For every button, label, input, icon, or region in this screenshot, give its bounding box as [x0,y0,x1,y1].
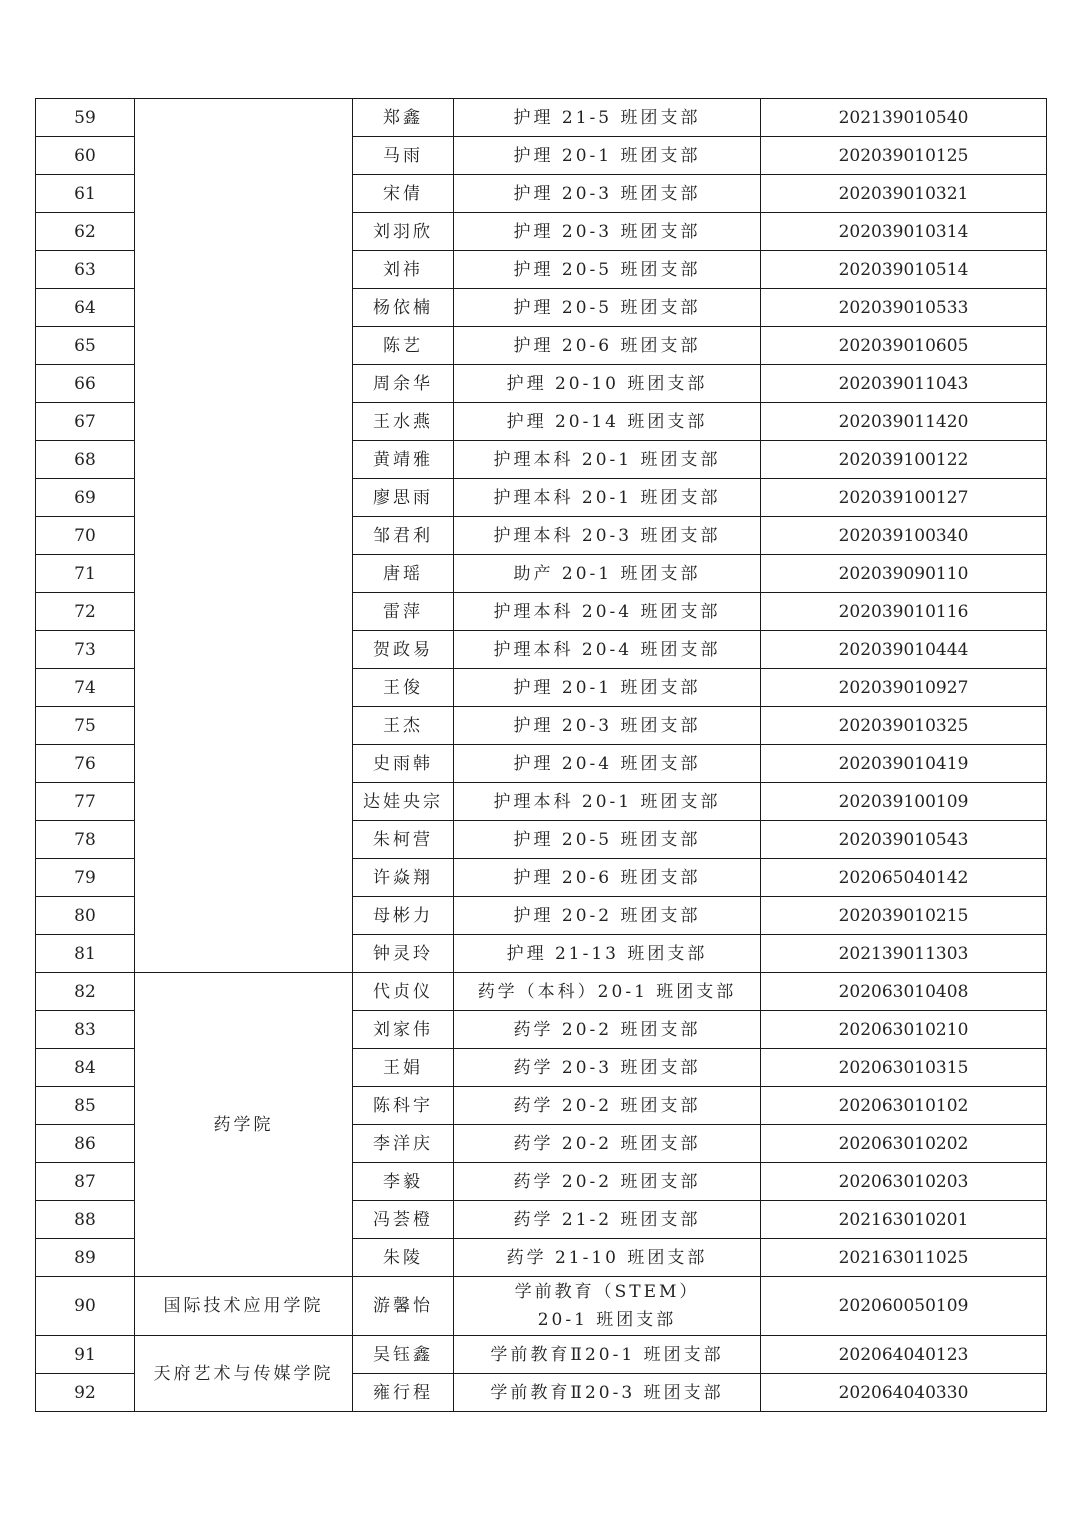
student-name: 杨依楠 [353,289,454,327]
league-branch: 药学 20-2 班团支部 [454,1011,761,1049]
student-name: 邹君利 [353,517,454,555]
row-number: 86 [36,1125,135,1163]
student-id: 202039010419 [761,745,1047,783]
student-name: 代贞仪 [353,973,454,1011]
student-name: 母彬力 [353,897,454,935]
student-id: 202039010215 [761,897,1047,935]
league-branch: 护理 20-6 班团支部 [454,859,761,897]
league-branch: 护理 20-2 班团支部 [454,897,761,935]
row-number: 85 [36,1087,135,1125]
row-number: 76 [36,745,135,783]
league-branch: 护理 20-6 班团支部 [454,327,761,365]
student-id: 202063010408 [761,973,1047,1011]
league-branch: 学前教育Ⅱ20-3 班团支部 [454,1374,761,1412]
student-id: 202039010927 [761,669,1047,707]
league-branch-line-1: 学前教育（STEM） [514,1282,700,1302]
league-branch: 药学 20-2 班团支部 [454,1163,761,1201]
college-cell: 天府艺术与传媒学院 [135,1336,353,1412]
student-id: 202039100340 [761,517,1047,555]
student-name: 陈科宇 [353,1087,454,1125]
student-id: 202039010533 [761,289,1047,327]
student-id: 202039010444 [761,631,1047,669]
league-branch: 护理本科 20-1 班团支部 [454,441,761,479]
student-name: 贺政易 [353,631,454,669]
row-number: 88 [36,1201,135,1239]
row-number: 59 [36,99,135,137]
row-number: 89 [36,1239,135,1277]
student-id: 202064040123 [761,1336,1047,1374]
student-name: 李毅 [353,1163,454,1201]
college-cell: 药学院 [135,973,353,1277]
student-id: 202063010203 [761,1163,1047,1201]
student-id: 202039100127 [761,479,1047,517]
league-branch: 药学 21-10 班团支部 [454,1239,761,1277]
table-row [36,973,1047,1011]
row-number: 75 [36,707,135,745]
row-number: 81 [36,935,135,973]
student-id: 202039100109 [761,783,1047,821]
student-id: 202065040142 [761,859,1047,897]
league-branch: 护理 20-10 班团支部 [454,365,761,403]
league-branch: 护理 20-1 班团支部 [454,669,761,707]
student-id: 202063010102 [761,1087,1047,1125]
student-id: 202039010514 [761,251,1047,289]
row-number: 66 [36,365,135,403]
league-branch: 护理本科 20-3 班团支部 [454,517,761,555]
student-name: 宋倩 [353,175,454,213]
college-cell: 国际技术应用学院 [135,1277,353,1336]
student-id: 202039010314 [761,213,1047,251]
student-id: 202039010543 [761,821,1047,859]
student-name: 马雨 [353,137,454,175]
league-branch: 护理 20-4 班团支部 [454,745,761,783]
league-branch: 护理 20-5 班团支部 [454,289,761,327]
student-name: 刘祎 [353,251,454,289]
league-branch: 药学（本科）20-1 班团支部 [454,973,761,1011]
student-id: 202039010116 [761,593,1047,631]
student-id: 202063010315 [761,1049,1047,1087]
student-name: 唐瑶 [353,555,454,593]
student-name: 朱陵 [353,1239,454,1277]
student-id: 202063010210 [761,1011,1047,1049]
row-number: 67 [36,403,135,441]
student-id: 202163010201 [761,1201,1047,1239]
student-id: 202139011303 [761,935,1047,973]
student-id: 202060050109 [761,1277,1047,1336]
row-number: 69 [36,479,135,517]
league-branch: 学前教育Ⅱ20-1 班团支部 [454,1336,761,1374]
row-number: 64 [36,289,135,327]
student-name: 雍行程 [353,1374,454,1412]
student-id: 202039010125 [761,137,1047,175]
league-branch: 护理本科 20-1 班团支部 [454,783,761,821]
league-branch: 护理 21-5 班团支部 [454,99,761,137]
student-name: 郑鑫 [353,99,454,137]
student-id: 202039010325 [761,707,1047,745]
league-branch: 护理本科 20-4 班团支部 [454,593,761,631]
row-number: 72 [36,593,135,631]
student-name: 王俊 [353,669,454,707]
roster-body [36,99,1047,1412]
league-branch: 护理 20-1 班团支部 [454,137,761,175]
row-number: 87 [36,1163,135,1201]
student-id: 202039011420 [761,403,1047,441]
student-name: 朱柯营 [353,821,454,859]
row-number: 79 [36,859,135,897]
student-name: 周余华 [353,365,454,403]
student-id: 202039100122 [761,441,1047,479]
row-number: 91 [36,1336,135,1374]
student-name: 刘羽欣 [353,213,454,251]
student-name: 雷萍 [353,593,454,631]
student-name: 许焱翔 [353,859,454,897]
row-number: 80 [36,897,135,935]
row-number: 61 [36,175,135,213]
table-row [36,1336,1047,1374]
row-number: 63 [36,251,135,289]
league-branch: 护理本科 20-1 班团支部 [454,479,761,517]
student-name: 李洋庆 [353,1125,454,1163]
league-branch: 护理 20-3 班团支部 [454,175,761,213]
student-roster-table [35,98,1047,1412]
student-id: 202039090110 [761,555,1047,593]
row-number: 74 [36,669,135,707]
student-id: 202064040330 [761,1374,1047,1412]
student-name: 王水燕 [353,403,454,441]
student-name: 廖思雨 [353,479,454,517]
student-name: 冯荟橙 [353,1201,454,1239]
row-number: 83 [36,1011,135,1049]
league-branch: 护理 21-13 班团支部 [454,935,761,973]
student-name: 黄靖雅 [353,441,454,479]
row-number: 90 [36,1277,135,1336]
college-cell [135,99,353,973]
student-name: 刘家伟 [353,1011,454,1049]
league-branch: 药学 20-2 班团支部 [454,1087,761,1125]
row-number: 60 [36,137,135,175]
table-row [36,99,1047,137]
league-branch: 护理 20-5 班团支部 [454,821,761,859]
league-branch: 护理 20-14 班团支部 [454,403,761,441]
row-number: 77 [36,783,135,821]
student-name: 钟灵玲 [353,935,454,973]
row-number: 92 [36,1374,135,1412]
student-id: 202039011043 [761,365,1047,403]
row-number: 82 [36,973,135,1011]
league-branch: 药学 21-2 班团支部 [454,1201,761,1239]
student-id: 202139010540 [761,99,1047,137]
row-number: 68 [36,441,135,479]
row-number: 62 [36,213,135,251]
league-branch: 护理 20-5 班团支部 [454,251,761,289]
league-branch: 药学 20-3 班团支部 [454,1049,761,1087]
row-number: 70 [36,517,135,555]
student-id: 202039010321 [761,175,1047,213]
student-name: 王娟 [353,1049,454,1087]
league-branch [454,1277,761,1336]
student-name: 王杰 [353,707,454,745]
league-branch-line-2: 20-1 班团支部 [537,1310,677,1330]
league-branch: 护理本科 20-4 班团支部 [454,631,761,669]
student-id: 202039010605 [761,327,1047,365]
league-branch: 药学 20-2 班团支部 [454,1125,761,1163]
student-name: 史雨韩 [353,745,454,783]
student-name: 陈艺 [353,327,454,365]
league-branch: 护理 20-3 班团支部 [454,213,761,251]
league-branch: 助产 20-1 班团支部 [454,555,761,593]
student-name: 达娃央宗 [353,783,454,821]
student-id: 202163011025 [761,1239,1047,1277]
league-branch: 护理 20-3 班团支部 [454,707,761,745]
row-number: 73 [36,631,135,669]
table-row [36,1277,1047,1336]
student-id: 202063010202 [761,1125,1047,1163]
row-number: 84 [36,1049,135,1087]
row-number: 71 [36,555,135,593]
student-name: 吴钰鑫 [353,1336,454,1374]
row-number: 78 [36,821,135,859]
row-number: 65 [36,327,135,365]
student-name: 游馨怡 [353,1277,454,1336]
